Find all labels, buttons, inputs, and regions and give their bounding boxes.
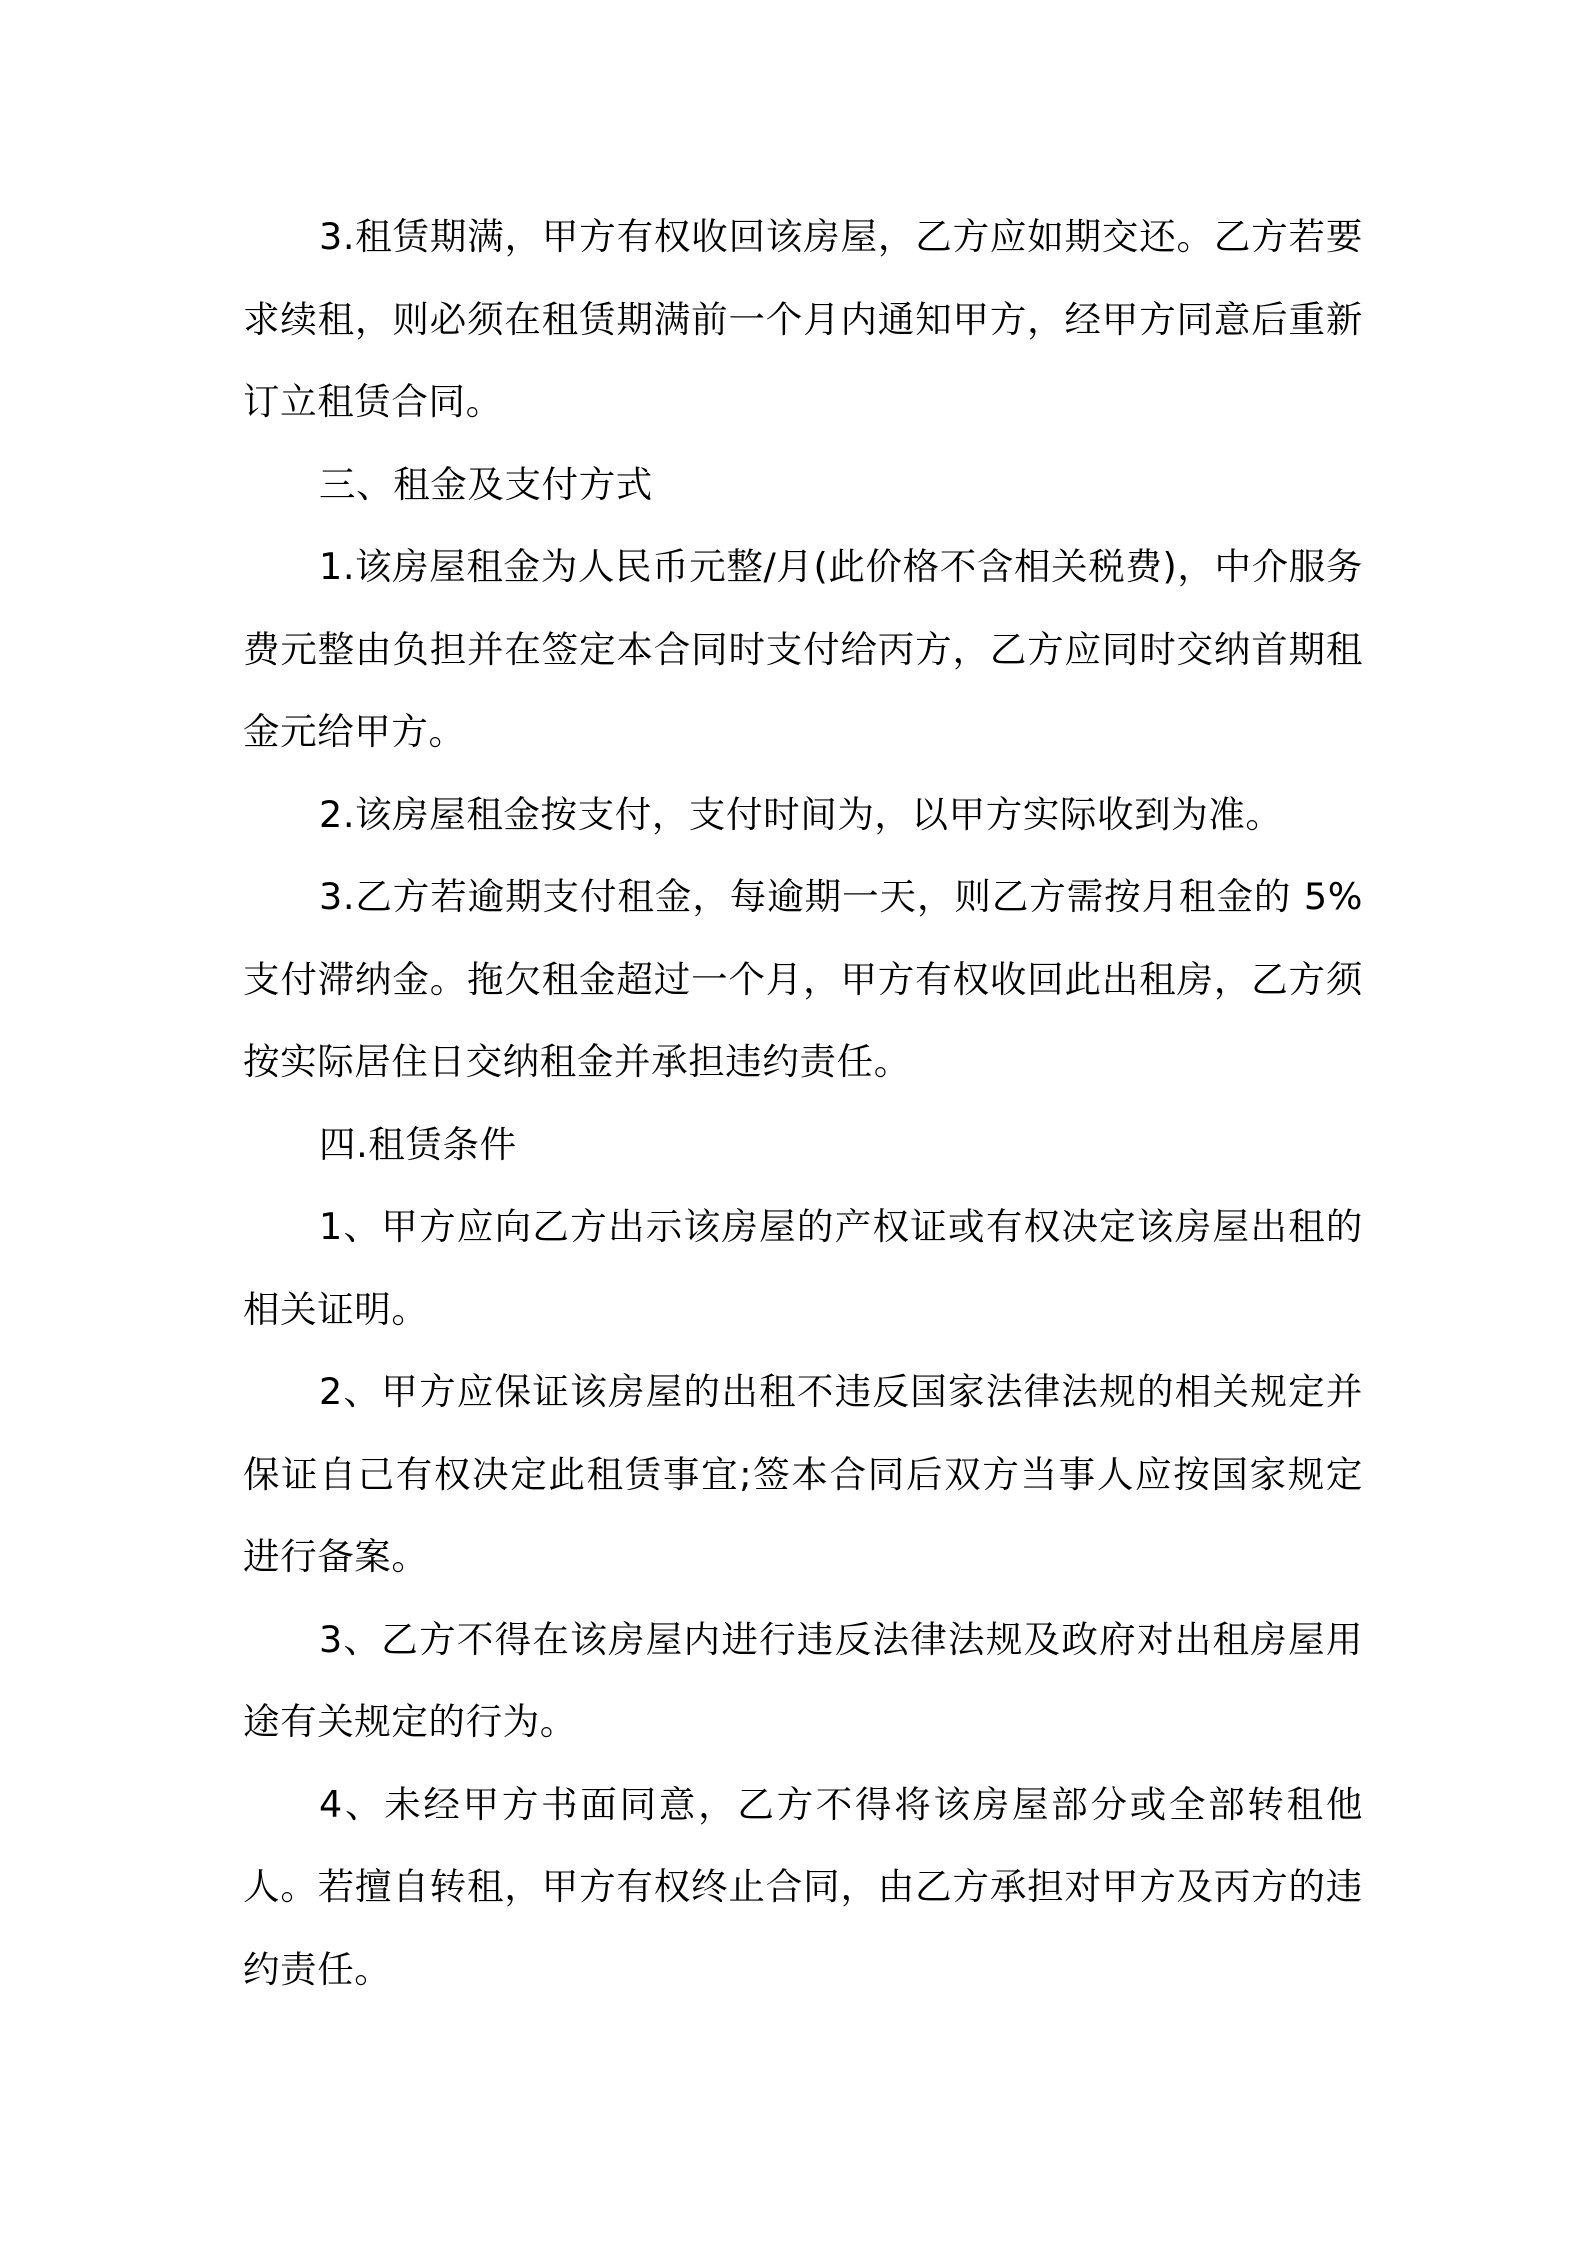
section-heading-lease-conditions: 四.租赁条件 bbox=[319, 1122, 517, 1166]
condition-clause-2-legality: 2、甲方应保证该房屋的出租不违反国家法律法规的相关规定并保证自己有权决定此租赁事宜;签本合同后双方当事人应按国家规定进行备案。 bbox=[243, 1370, 1363, 1578]
condition-clause-4-sublease: 4、未经甲方书面同意，乙方不得将该房屋部分或全部转租他人。若擅自转租，甲方有权终止合同，由乙方承担对甲方及丙方的违约责任。 bbox=[243, 1782, 1363, 1991]
clause-3-lease-expiry: 3.租赁期满，甲方有权收回该房屋，乙方应如期交还。乙方若要求续租，则必须在租赁期满前一个月内通知甲方，经甲方同意后重新订立租赁合同。 bbox=[243, 215, 1363, 423]
section-heading-rent-payment: 三、租金及支付方式 bbox=[319, 462, 653, 506]
condition-clause-3-usage: 3、乙方不得在该房屋内进行违反法律法规及政府对出租房屋用途有关规定的行为。 bbox=[243, 1617, 1363, 1743]
rent-clause-3-late-fee: 3.乙方若逾期支付租金，每逾期一天，则乙方需按月租金的 5%支付滞纳金。拖欠租金超过一个月，甲方有权收回此出租房，乙方须按实际居住日交纳租金并承担违约责任。 bbox=[243, 875, 1363, 1083]
rent-clause-2-payment-time: 2.该房屋租金按支付，支付时间为，以甲方实际收到为准。 bbox=[319, 792, 1283, 836]
condition-clause-1-ownership-proof: 1、甲方应向乙方出示该房屋的产权证或有权决定该房屋出租的相关证明。 bbox=[243, 1205, 1363, 1331]
rent-clause-1-amount: 1.该房屋租金为人民币元整/月(此价格不含相关税费)，中介服务费元整由负担并在签定本合同时支付给丙方，乙方应同时交纳首期租金元给甲方。 bbox=[243, 545, 1363, 753]
document-body bbox=[243, 196, 1363, 2011]
